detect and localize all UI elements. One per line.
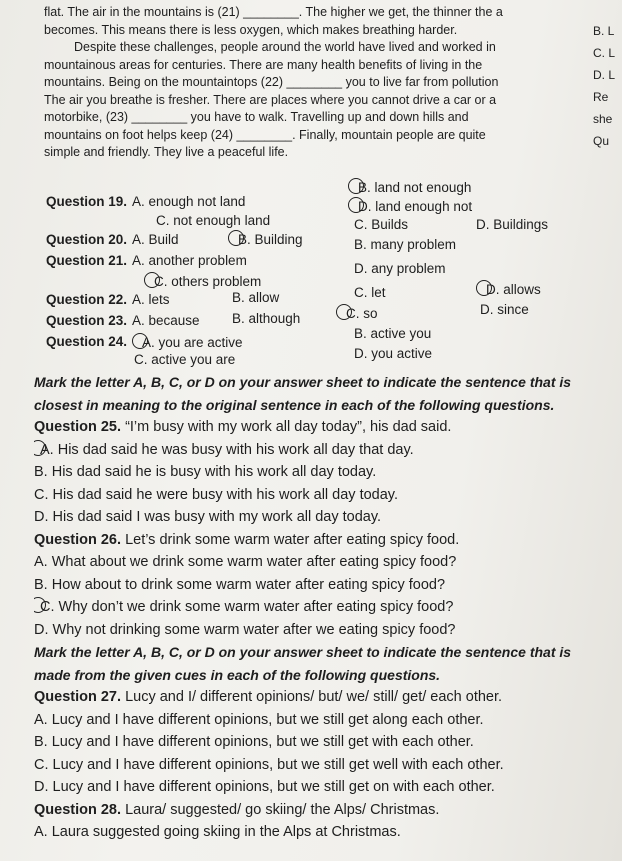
q26-option-d[interactable]: D. Why not drinking some warm water after we eating spicy food? xyxy=(34,621,456,638)
q20-option-a[interactable]: A. Build xyxy=(132,232,179,247)
q24-option-c[interactable]: C. active you are xyxy=(134,352,236,367)
q26-option-c[interactable]: C. Why don’t we drink some warm water after eating spicy food? xyxy=(34,596,614,619)
reading-passage xyxy=(44,4,592,162)
right-col-fragment: B. L xyxy=(593,24,615,38)
question-26: Question 26. Let’s drink some warm water after eating spicy food. xyxy=(34,531,460,548)
q22-option-d[interactable]: D. allows xyxy=(480,280,541,297)
instruction-line: Mark the letter A, B, C, or D on your answer sheet to indicate the sentence that is xyxy=(34,374,572,390)
q20-option-b[interactable]: B. Building xyxy=(232,230,303,247)
q21-option-d[interactable]: D. any problem xyxy=(354,261,446,276)
q27-option-a[interactable]: A. Lucy and I have different opinions, but we still get along each other. xyxy=(34,711,484,728)
right-col-fragment: D. L xyxy=(593,68,616,82)
selected-circle-mark xyxy=(476,280,492,296)
right-col-fragment: Re xyxy=(593,90,609,104)
passage-line: mountainous areas for centuries. There are many health benefits of living in the xyxy=(44,57,483,72)
q22-option-c[interactable]: C. let xyxy=(354,285,386,300)
q24-option-b[interactable]: B. active you xyxy=(354,326,432,341)
q24-option-a[interactable]: A. you are active xyxy=(136,333,243,350)
selected-circle-mark xyxy=(228,230,244,246)
q20-option-d[interactable]: D. Buildings xyxy=(476,217,549,232)
q22-option-b[interactable]: B. allow xyxy=(232,290,280,305)
right-col-fragment: she xyxy=(593,112,613,126)
q27-option-b[interactable]: B. Lucy and I have different opinions, but we still get with each other. xyxy=(34,734,474,750)
q23-option-a[interactable]: A. because xyxy=(132,313,200,328)
q20-option-c[interactable]: C. Builds xyxy=(354,217,409,232)
question-19-label: Question 19. xyxy=(46,194,128,209)
question-20-label: Question 20. xyxy=(46,232,128,247)
q25-option-c[interactable]: C. His dad said he were busy with his work all day today. xyxy=(34,486,399,503)
instruction-line: closest in meaning to the original sentence in each of the following questions. xyxy=(34,396,555,413)
right-col-fragment: C. L xyxy=(593,46,616,60)
q28-option-a[interactable]: A. Laura suggested going skiing in the Alps at Christmas. xyxy=(34,824,401,840)
q21-option-b[interactable]: B. many problem xyxy=(354,237,457,252)
q23-option-d[interactable]: D. since xyxy=(480,302,529,317)
question-22-label: Question 22. xyxy=(46,292,128,307)
passage-line: mountains on foot helps keep (24) ________. Finally, mountain people are quite xyxy=(44,127,486,142)
q25-option-d[interactable]: D. His dad said I was busy with my work all day today. xyxy=(34,509,382,525)
instruction-line: Mark the letter A, B, C, or D on your answer sheet to indicate the sentence that is xyxy=(34,644,572,660)
q19-option-d[interactable]: D. land enough not xyxy=(352,197,472,214)
question-24-label: Question 24. xyxy=(46,334,128,349)
q24-option-d[interactable]: D. you active xyxy=(354,346,433,361)
section-closest-meaning xyxy=(34,371,614,844)
passage-line: simple and friendly. They live a peaceful life. xyxy=(44,145,289,159)
selected-circle-mark xyxy=(336,304,352,320)
passage-line: flat. The air in the mountains is (21) ________. The higher we get, the thinner the a xyxy=(44,5,503,19)
passage-line: mountains. Being on the mountaintops (22) ________ you to live far from pollution xyxy=(44,75,499,89)
passage-line: The air you breathe is fresher. There are places where you cannot drive a car or a xyxy=(44,92,497,107)
selected-circle-mark xyxy=(144,272,160,288)
q19-option-b[interactable]: B. land not enough xyxy=(352,178,471,195)
passage-line: Despite these challenges, people around the world have lived and worked in xyxy=(74,40,496,54)
passage-line: motorbike, (23) ________ you have to walk. Travelling up and down hills and xyxy=(44,110,469,124)
cut-off-right-column xyxy=(593,20,622,152)
q26-option-b[interactable]: B. How about to drink some warm water after eating spicy food? xyxy=(34,576,446,593)
q21-option-c[interactable]: C. others problem xyxy=(148,272,261,289)
q27-option-c[interactable]: C. Lucy and I have different opinions, but we still get well with each other. xyxy=(34,756,504,773)
q23-option-c[interactable]: C. so xyxy=(340,304,378,321)
q25-option-a[interactable]: A. His dad said he was busy with his work all day that day. xyxy=(34,439,614,462)
question-21-label: Question 21. xyxy=(46,253,128,268)
selected-circle-mark xyxy=(348,178,364,194)
question-23-label: Question 23. xyxy=(46,313,128,328)
question-25: Question 25. “I’m busy with my work all day today”, his dad said. xyxy=(34,419,452,435)
passage-line: becomes. This means there is less oxygen, which makes breathing harder. xyxy=(44,22,458,37)
q19-option-c[interactable]: C. not enough land xyxy=(156,213,271,228)
q26-option-a[interactable]: A. What about we drink some warm water after eating spicy food? xyxy=(34,554,457,570)
right-col-fragment: Qu xyxy=(593,134,610,148)
question-28: Question 28. Laura/ suggested/ go skiing/ the Alps/ Christmas. xyxy=(34,801,440,818)
question-27: Question 27. Lucy and I/ different opinions/ but/ we/ still/ get/ each other. xyxy=(34,689,503,705)
q19-option-a[interactable]: A. enough not land xyxy=(132,194,246,209)
selected-circle-mark xyxy=(348,197,364,213)
q22-option-a[interactable]: A. lets xyxy=(132,292,170,307)
q21-option-a[interactable]: A. another problem xyxy=(132,253,247,268)
selected-circle-mark xyxy=(132,333,148,349)
q23-option-b[interactable]: B. although xyxy=(232,311,301,326)
q25-option-b[interactable]: B. His dad said he is busy with his work all day today. xyxy=(34,464,377,480)
q27-option-d[interactable]: D. Lucy and I have different opinions, but we still get on with each other. xyxy=(34,779,495,795)
instruction-line: made from the given cues in each of the following questions. xyxy=(34,666,441,683)
